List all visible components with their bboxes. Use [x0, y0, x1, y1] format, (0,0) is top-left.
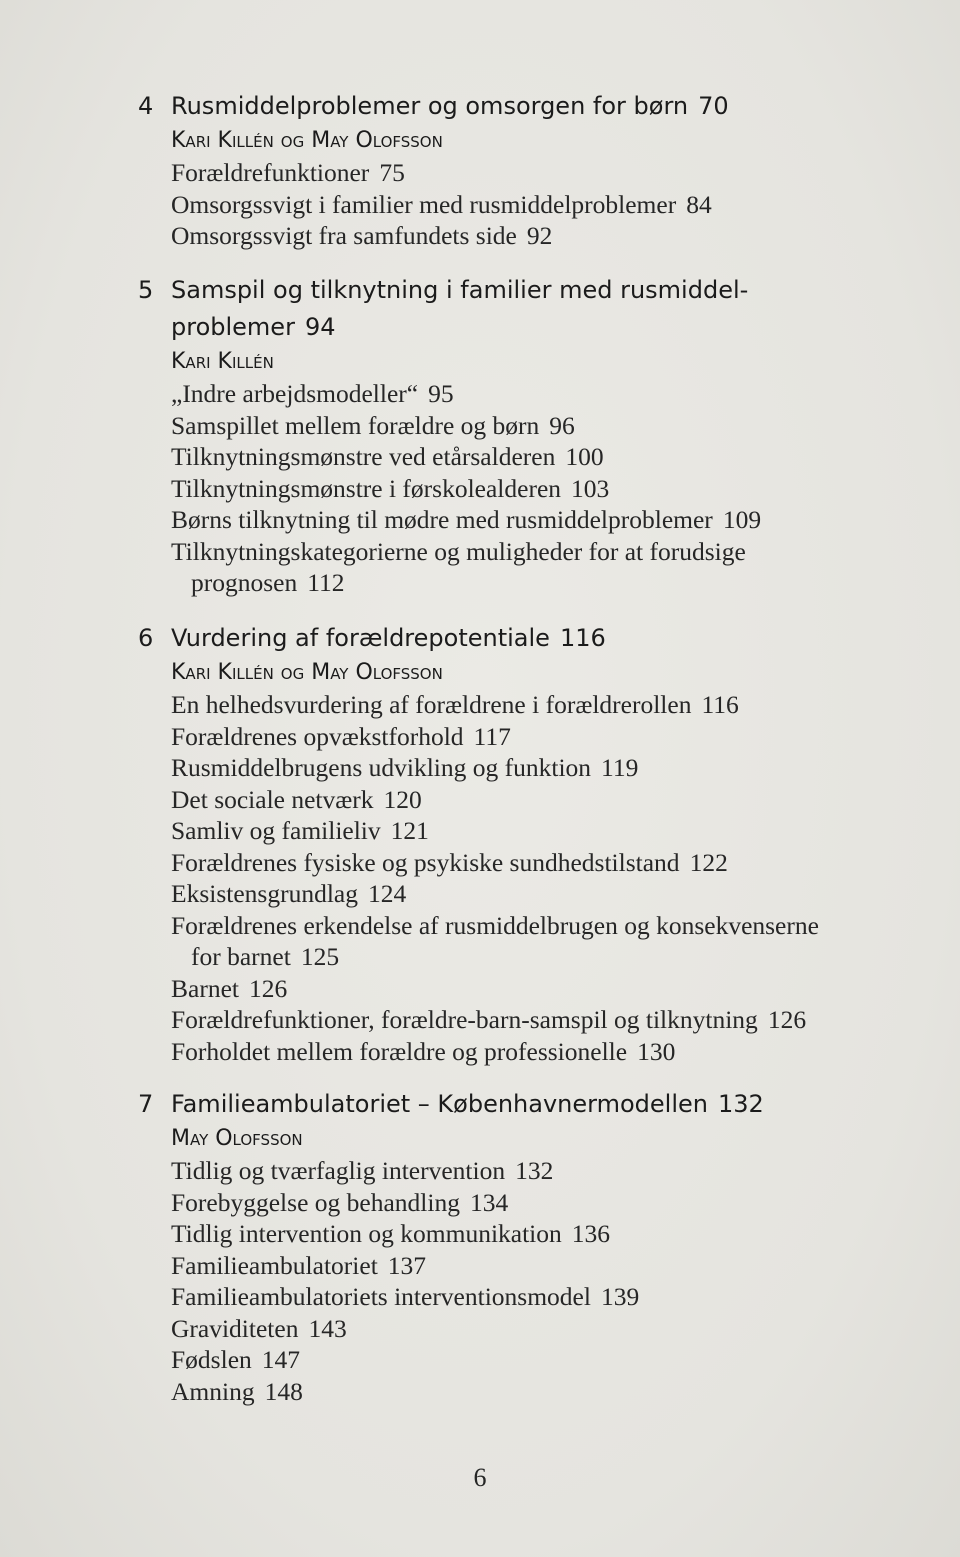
chapter-page: 132 [717, 1090, 764, 1118]
chapter-heading [0, 620, 960, 657]
chapter-authors: Kari Killén og May Olofsson [171, 128, 443, 153]
section-entry: Forældrenes opvækstforhold 117 [171, 721, 511, 751]
section-entry: „Indre arbejdsmodeller“ 95 [171, 379, 454, 408]
section-entry: Familieambulatoriets interventionsmodel 139 [171, 1282, 640, 1311]
section-entry: Rusmiddelbrugens udvikling og funktion 119 [171, 753, 639, 782]
chapter-title: Samspil og tilknytning i familier med rusmiddel- problemer 94 [171, 276, 749, 341]
section-entry: Tidlig intervention og kommunikation 136 [171, 1219, 611, 1248]
section-entry: Børns tilknytning til mødre med rusmiddelproblemer 109 [171, 505, 762, 534]
chapter-heading [0, 272, 960, 346]
chapter-5 [0, 272, 960, 599]
section-entry: Forældrefunktioner 75 [171, 158, 405, 187]
section-entry: Forældrefunktioner, forældre-barn-samspil og tilknytning 126 [171, 1005, 807, 1034]
section-entry: Omsorgssvigt i familier med rusmiddelproblemer 84 [171, 189, 712, 219]
section-entry: Eksistensgrundlag 124 [171, 879, 407, 908]
section-entry: Tilknytningskategorierne og muligheder for at forudsige prognosen 112 [171, 536, 746, 597]
page-number: 6 [473, 1463, 487, 1492]
section-entry: Tilknytningsmønstre i førskolealderen 103 [171, 473, 610, 503]
chapter-heading [0, 1086, 960, 1123]
section-entry: Forældrenes erkendelse af rusmiddelbrugen og konsekvenserne for barnet 125 [171, 910, 819, 971]
section-entry: Det sociale netværk 120 [171, 784, 422, 814]
section-entry: Forebyggelse og behandling 134 [171, 1187, 509, 1217]
section-entry: Samspillet mellem forældre og børn 96 [171, 410, 575, 440]
chapter-number: 4 [138, 92, 154, 120]
section-entry: En helhedsvurdering af forældrene i forældrerollen 116 [171, 690, 739, 719]
chapter-authors: Kari Killén og May Olofsson [171, 660, 443, 685]
chapter-number: 6 [138, 624, 154, 652]
section-entry: Graviditeten 143 [171, 1313, 347, 1343]
section-entry: Forholdet mellem forældre og professionelle 130 [171, 1036, 676, 1066]
section-entry: Forældrenes fysiske og psykiske sundhedstilstand 122 [171, 847, 728, 877]
chapter-authors: Kari Killén [171, 349, 274, 374]
section-entry: Omsorgssvigt fra samfundets side 92 [171, 221, 553, 250]
chapter-number: 7 [138, 1090, 154, 1118]
chapter-7 [0, 1086, 960, 1407]
chapter-title: Familieambulatoriet – Københavnermodellen 132 [171, 1090, 764, 1118]
chapter-authors: May Olofsson [171, 1126, 303, 1151]
chapter-heading [0, 88, 960, 125]
chapter-page: 116 [559, 624, 606, 652]
section-entry: Tidlig og tværfaglig intervention 132 [171, 1156, 554, 1185]
chapter-page: 94 [304, 313, 336, 341]
chapter-6 [0, 620, 960, 1067]
section-entry: Fødslen 147 [171, 1345, 301, 1374]
chapter-page: 70 [698, 92, 729, 120]
chapter-title: Rusmiddelproblemer og omsorgen for børn 70 [171, 92, 729, 120]
chapter-title: Vurdering af forældrepotentiale 116 [171, 624, 606, 652]
section-entry: Tilknytningsmønstre ved etårsalderen 100 [171, 442, 604, 471]
section-entry: Amning 148 [171, 1376, 303, 1406]
chapter-4 [0, 88, 960, 252]
section-entry: Familieambulatoriet 137 [171, 1250, 427, 1280]
chapter-number: 5 [138, 276, 154, 304]
section-entry: Barnet 126 [171, 973, 288, 1003]
section-entry: Samliv og familieliv 121 [171, 816, 429, 845]
